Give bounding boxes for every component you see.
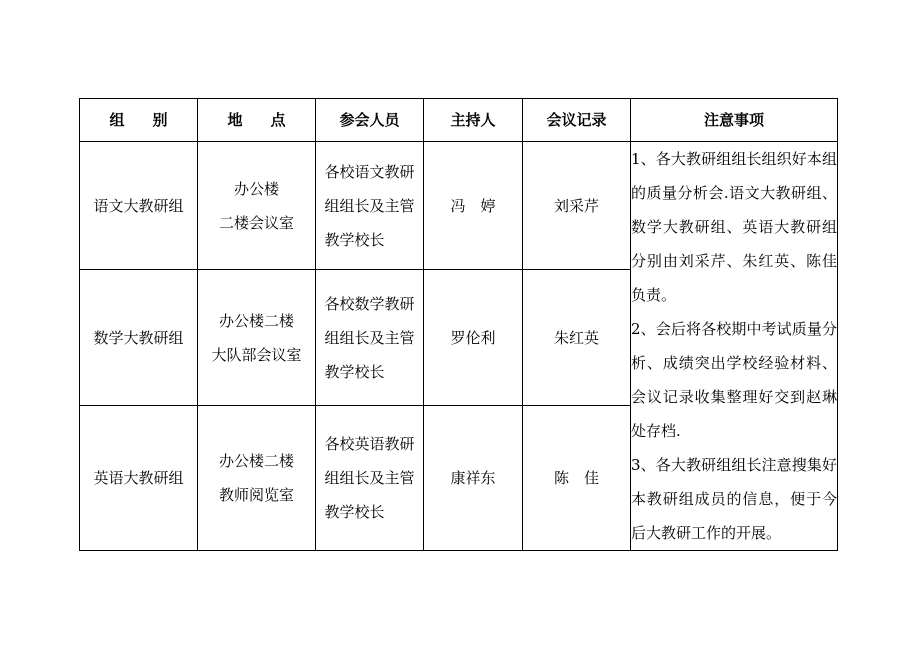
attendees-line: 各校英语教研	[324, 435, 415, 453]
note-item: 2、会后将各校期中考试质量分析、成绩突出学校经验材料、会议记录收集整理好交到赵琳处存档.	[631, 320, 837, 440]
attendees-line: 各校语文教研	[324, 162, 415, 181]
place-cell	[198, 270, 316, 406]
place-line: 大队部会议室	[211, 345, 302, 364]
attendees-line: 组组长及主管	[324, 196, 415, 215]
host-cell: 康祥东	[424, 406, 523, 551]
place-line: 办公楼二楼	[218, 452, 294, 470]
note-item: 1、各大教研组组长组织好本组的质量分析会.语文大教研组、数学大教研组、英语大教研组分别由刘采芹、朱红英、陈佳负责。	[631, 150, 837, 304]
host-cell: 罗伦利	[424, 270, 523, 406]
recorder-cell: 陈 佳	[523, 406, 631, 551]
place-cell	[198, 406, 316, 551]
header-attendees: 参会人员	[316, 99, 424, 142]
header-notes: 注意事项	[631, 99, 838, 142]
attendees-cell	[316, 270, 424, 406]
place-line: 二楼会议室	[218, 213, 294, 232]
place-line: 办公楼	[233, 179, 279, 198]
header-host: 主持人	[424, 99, 523, 142]
attendees-line: 各校数学教研	[324, 294, 415, 313]
attendees-line: 教学校长	[324, 230, 385, 249]
group-cell: 数学大教研组	[80, 270, 198, 406]
note-item: 3、各大教研组组长注意搜集好本教研组成员的信息，便于今后大教研工作的开展。	[631, 456, 837, 542]
host-cell: 冯 婷	[424, 142, 523, 270]
place-line: 教师阅览室	[218, 486, 294, 504]
meeting-schedule-table	[79, 98, 838, 551]
group-cell: 语文大教研组	[80, 142, 198, 270]
header-place: 地 点	[198, 99, 316, 142]
header-recorder: 会议记录	[523, 99, 631, 142]
attendees-line: 教学校长	[324, 362, 385, 381]
attendees-cell	[316, 142, 424, 270]
recorder-cell: 朱红英	[523, 270, 631, 406]
group-cell: 英语大教研组	[80, 406, 198, 551]
place-cell	[198, 142, 316, 270]
recorder-cell: 刘采芹	[523, 142, 631, 270]
header-row	[80, 99, 838, 142]
notes-cell	[631, 142, 838, 551]
place-line: 办公楼二楼	[218, 311, 294, 330]
attendees-cell	[316, 406, 424, 551]
header-group: 组 别	[80, 99, 198, 142]
attendees-line: 组组长及主管	[324, 469, 415, 487]
attendees-line: 组组长及主管	[324, 328, 415, 347]
table-row	[80, 142, 838, 270]
attendees-line: 教学校长	[324, 503, 385, 521]
